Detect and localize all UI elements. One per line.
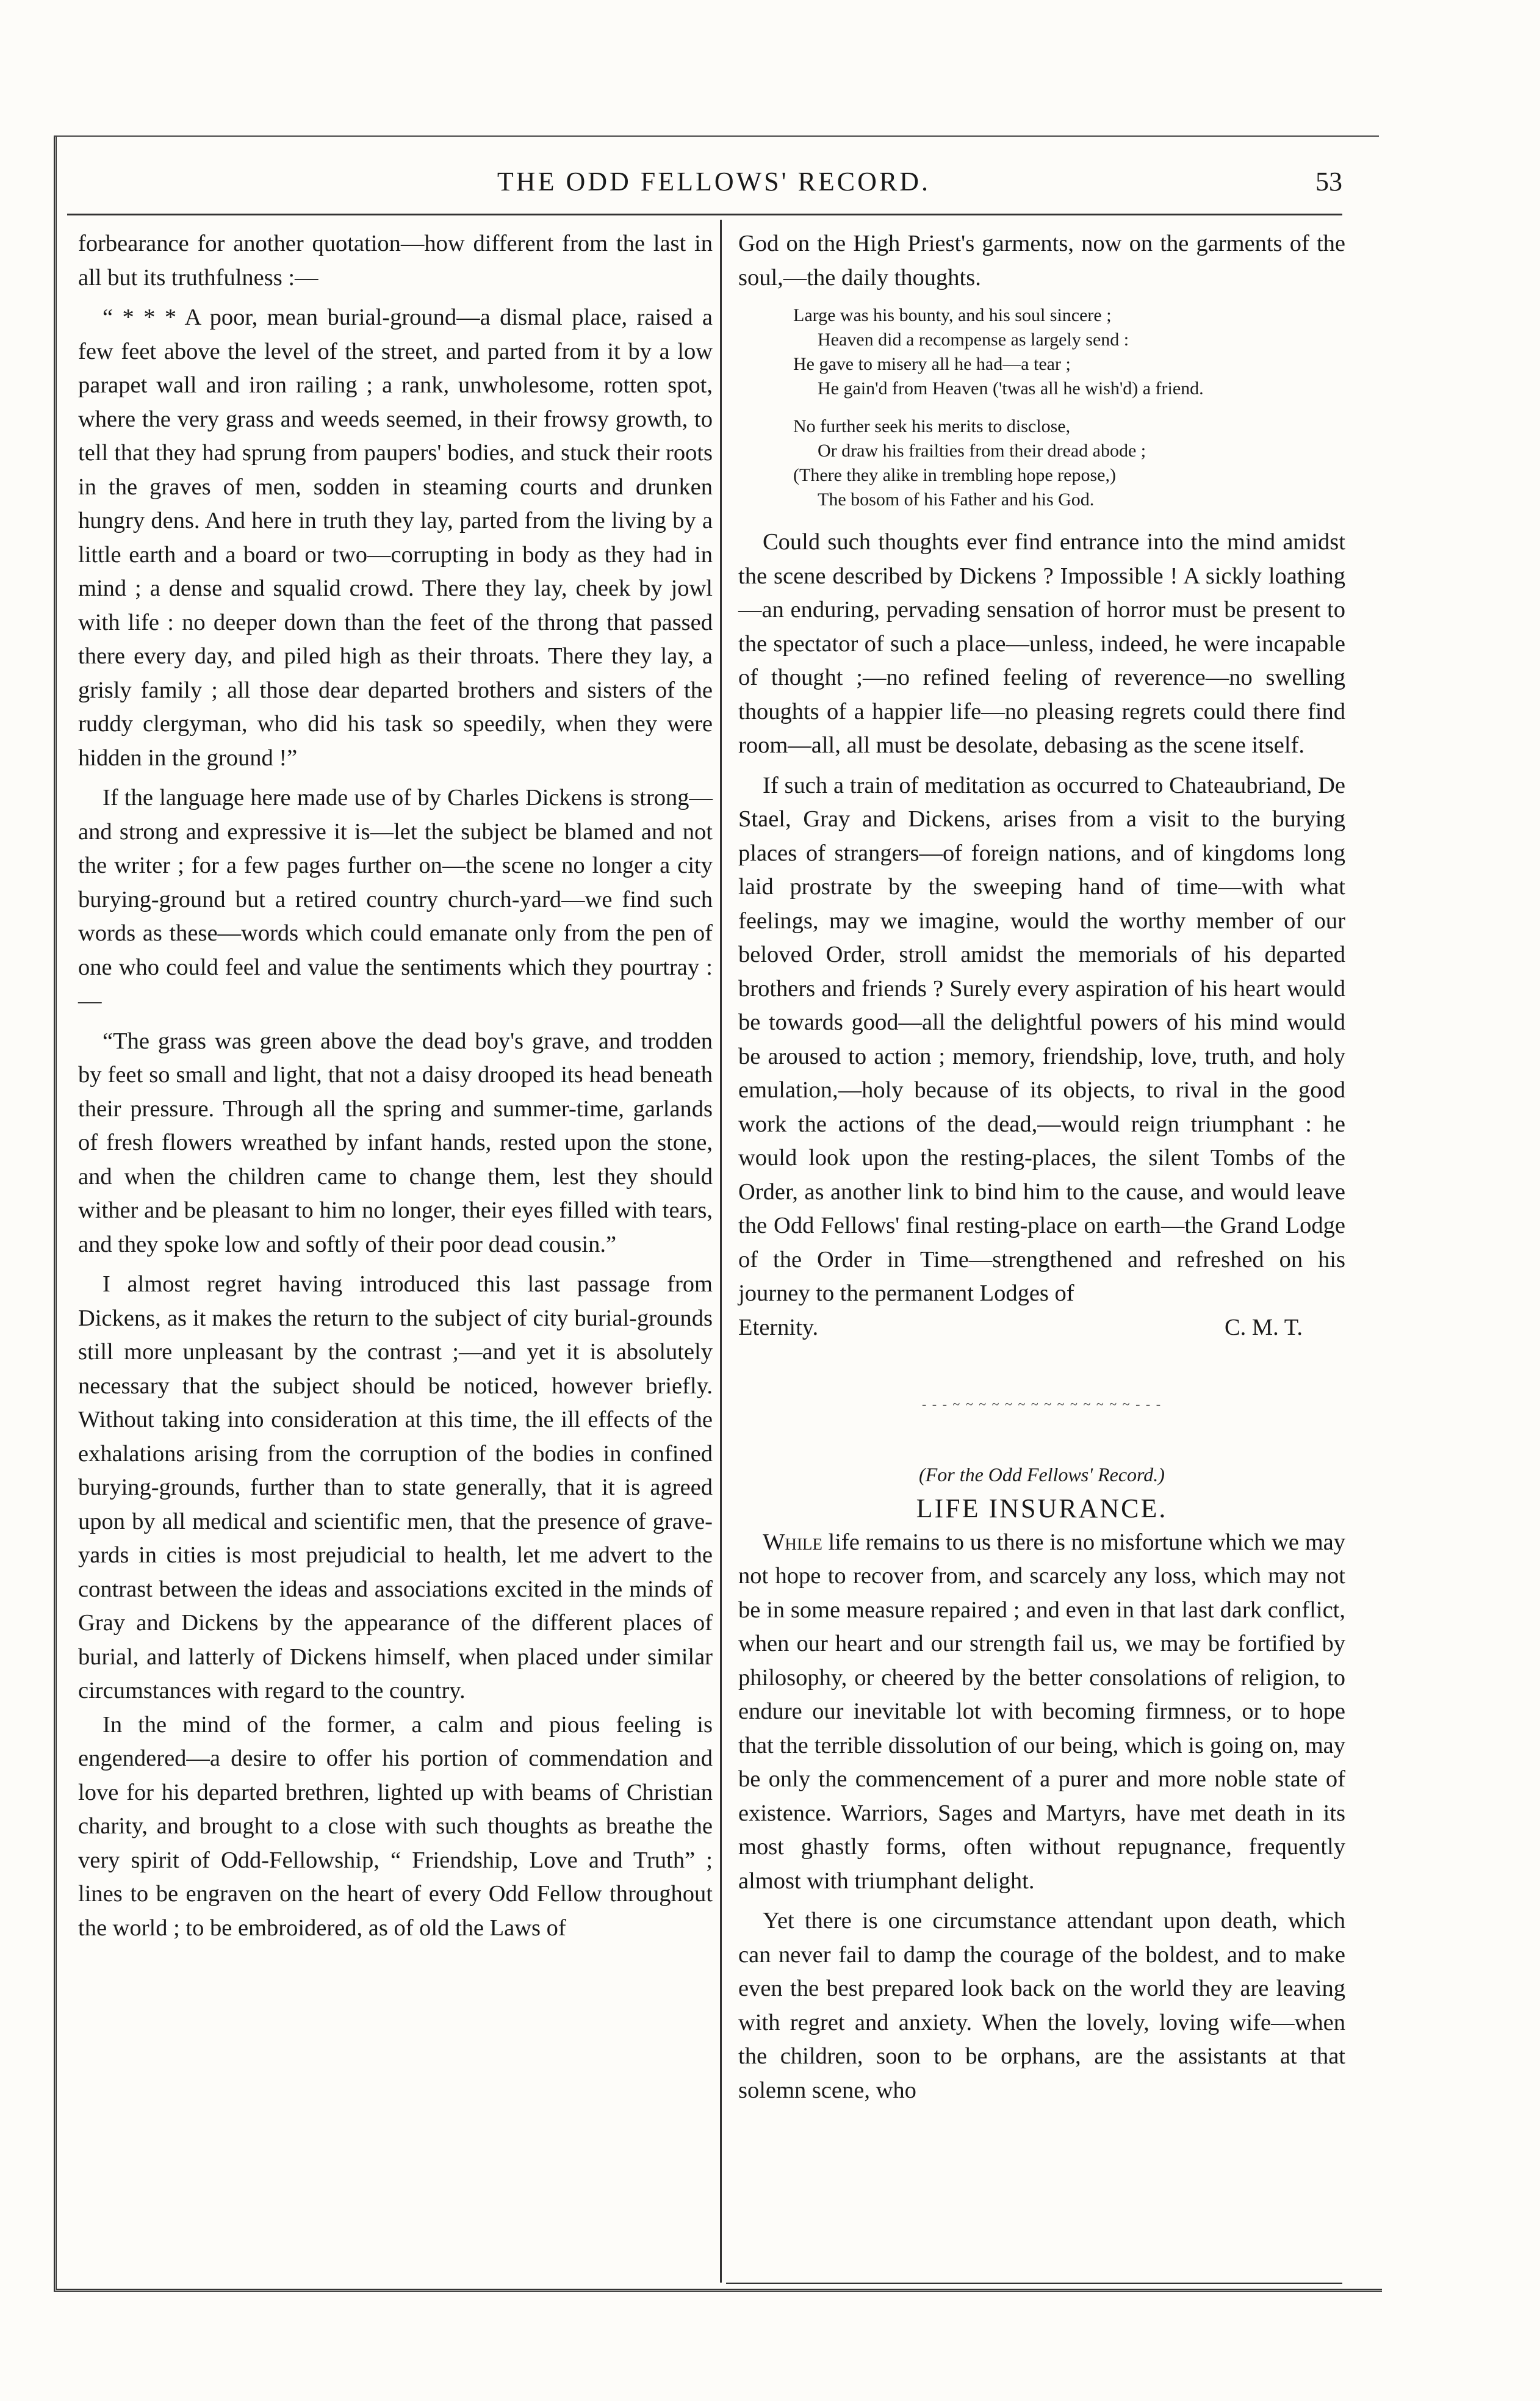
poem-line: Heaven did a recompense as largely send : [818,330,1129,350]
paragraph-text: life remains to us there is no misfortune which we may not hope to recover from, and scarcely any loss, which may not be in some measure repaired ; and even in that last dark conflict, when our heart and our strength fail us, we may be fortified by philosophy, or cheered by the better consolations of religion, to endure our inevitable lot with becoming firmness, or to hope that the terrible dissolution of our being, which is going on, may be only the commencement of a purer and more noble state of existence. Warriors, Sages and Martyrs, have met death in its most ghastly forms, often without repugnance, frequently almost with triumphant delight. [738,1529,1345,1894]
author-signature: C. M. T. [1224,1314,1303,1340]
poem-line: He gain'd from Heaven ('twas all he wish'd) a friend. [818,378,1204,399]
paragraph [738,1526,1345,1899]
poem-stanza [738,414,1345,512]
poem-line: Large was his bounty, and his soul sincere ; [793,305,1112,325]
section-title: LIFE INSURANCE. [916,1493,1168,1523]
poem [738,303,1345,512]
paragraph: In the mind of the former, a calm and pious feeling is engendered—a desire to offer his portion of commendation and love for his departed brethren, lighted up with beams of Christian charity, and brought to a close with such thoughts as breathe the very spirit of Odd-Fellowship, “ Friendship, Love and Truth” ; lines to be engraven on the heart of every Odd Fellow throughout the world ; to be embroidered, as of old the Laws of [78,1711,713,1941]
paragraph: If the language here made use of by Charles Dickens is strong—and strong and expressive it is—let the subject be blamed and not the writer ; for a few pages further on—the scene no longer a city burying-ground but a retired country church-yard—we find such words as these—words which could emanate only from the pen of one who could feel and value the sentiments which they pourtray :— [78,785,713,1014]
running-title: THE ODD FELLOWS' RECORD. [497,167,931,197]
poem-line: He gave to misery all he had—a tear ; [793,354,1071,374]
page-number: 53 [1315,167,1342,197]
paragraph: God on the High Priest's garments, now on the garments of the soul,—the daily thoughts. [738,231,1345,291]
poem-line: (There they alike in trembling hope repose,) [793,465,1116,485]
paragraph: Yet there is one circumstance attendant upon death, which can never fail to damp the courage of the boldest, and to make even the best prepared look back on the world they are leaving with regret and anxiety. When the lovely, loving wife—when the children, soon to be orphans, are the assistants at that solemn scene, who [738,1908,1345,2103]
poem-line: Or draw his frailties from their dread abode ; [818,441,1146,461]
section-separator: - - - ~ ~ ~ ~ ~ ~ ~ ~ ~ ~ ~ ~ ~ ~ - - - [921,1396,1162,1412]
quotation-paragraph: “ * * * A poor, mean burial-ground—a dismal place, raised a few feet above the level of the street, and parted from it by a low parapet wall and iron railing ; a rank, unwholesome, rotten spot, where the very grass and weeds seemed, in their frowsy growth, to tell that they had sprung from paupers' bodies, and stuck their roots in the graves of men, sodden in steaming courts and drunken hungry dens. And here in truth they lay, parted from the living by a little earth and a board or two—corrupting in body as they had in mind ; a dense and squalid crowd. There they lay, cheek by jowl with life : no deeper down than the feet of the throng that passed there every day, and piled high as their throats. There they lay, a grisly family ; all those dear departed brothers and sisters of the ruddy clergyman, who did his task so speedily, when they were hidden in the ground !” [78,305,713,771]
paragraph: I almost regret having introduced this last passage from Dickens, as it makes the return to the subject of city burial-grounds still more unpleasant by the contrast ;—and yet it is absolutely necessary that the subject should be noticed, however briefly. Without taking into consideration at this time, the ill effects of the exhalations arising from the corruption of the bodies in confined burying-grounds, further than to state generally, that it is agreed upon by all medical and scientific men, that the presence of grave-yards in cities is most prejudicial to health, let me advert to the contrast between the ideas and associations excited in the minds of Gray and Dickens by the appearance of the different places of burial, and latterly of Dickens himself, when placed under similar circumstances with regard to the country. [78,1271,713,1703]
paragraph: If such a train of meditation as occurred to Chateaubriand, De Stael, Gray and Dickens, arises from a visit to the burying places of strangers—of foreign nations, and of kingdoms long laid prostrate by the sweeping hand of time—with what feelings, may we imagine, would the worthy member of our beloved Order, stroll amidst the memorials of his departed brothers and friends ? Surely every aspiration of his heart would be towards good—all the delightful powers of his mind would be aroused to action ; memory, friendship, love, truth, and holy emulation,—holy because of its objects, to rival in the good work the actions of the dead,—would reign triumphant : he would look upon the resting-places, the silent Tombs of the Order, as another link to bind him to the cause, and would leave the Odd Fellows' final resting-place on earth—the Grand Lodge of the Order in Time—strengthened and refreshed on his journey to the permanent Lodges of [738,772,1345,1306]
frame-top-rule [54,135,1379,137]
poem-line: No further seek his merits to disclose, [793,416,1071,436]
column-divider [720,220,722,2283]
drop-word: While [763,1529,822,1555]
paragraph: forbearance for another quotation—how different from the last in all but its truthfulness :— [78,231,713,291]
signature-line [738,1311,1345,1345]
closing-word: Eternity. [738,1314,819,1340]
header-rule [67,214,1342,215]
page-header [85,166,1342,215]
left-column [78,227,713,1945]
right-column [738,227,1345,2107]
quotation-paragraph: “The grass was green above the dead boy's grave, and trodden by feet so small and light, that not a daisy drooped its head beneath their pressure. Through all the spring and summer-time, garlands of fresh flowers wreathed by infant hands, rested upon the stone, and when the children came to change them, lest they should wither and be pleasant to him no longer, their eyes filled with tears, and they spoke low and softly of their poor dead cousin.” [78,1028,713,1257]
attribution: (For the Odd Fellows' Record.) [919,1463,1165,1486]
paragraph: Could such thoughts ever find entrance into the mind amidst the scene described by Dickens ? Impossible ! A sickly loathing—an enduring, pervading sensation of horror must be present to the spectator of such a place—unless, indeed, he were incapable of thought ;—no refined feeling of reverence—no swelling thoughts of a happier life—no pleasing regrets could there find room—all, all must be desolate, debasing as the scene itself. [738,529,1345,758]
bottom-rule [726,2283,1342,2284]
poem-stanza [738,303,1345,401]
poem-line: The bosom of his Father and his God. [818,489,1095,510]
